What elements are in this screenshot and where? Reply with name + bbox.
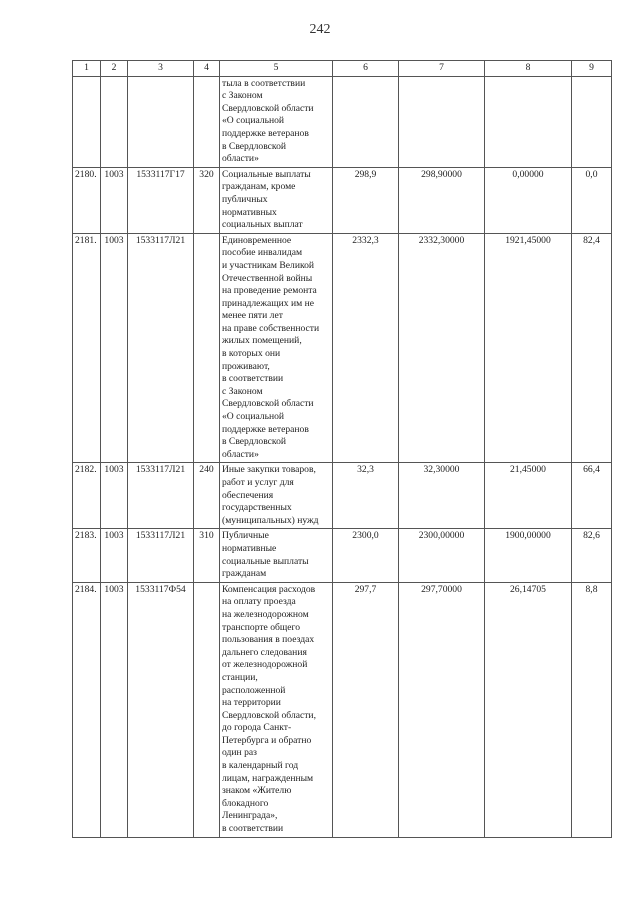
- value-col6: 2300,0: [333, 529, 399, 582]
- section-code: 1003: [101, 167, 128, 233]
- value-col9: 82,6: [572, 529, 612, 582]
- item-name: Компенсация расходов на оплату проезда на железнодорожном транспорте общего пользования в поездах дальнего следования от железнодорожной станции, расположенной на территории Свердловской области, до города Санкт- Петербурга и обратно один раз в календарный год лицам, награжденным знаком «Жителю блокадного Ленинграда», в соответствии: [220, 582, 333, 837]
- value-col6: 297,7: [333, 582, 399, 837]
- value-col7: 2332,30000: [399, 233, 485, 463]
- expense-type: 240: [194, 463, 220, 529]
- table-row: [73, 167, 612, 233]
- row-number: 2184.: [73, 582, 101, 837]
- value-col6: 32,3: [333, 463, 399, 529]
- value-col9: 82,4: [572, 233, 612, 463]
- value-col8: 26,14705: [485, 582, 572, 837]
- row-number: 2180.: [73, 167, 101, 233]
- value-col8: 1921,45000: [485, 233, 572, 463]
- expense-type: [194, 76, 220, 167]
- row-number: 2183.: [73, 529, 101, 582]
- value-col8: 21,45000: [485, 463, 572, 529]
- section-code: 1003: [101, 233, 128, 463]
- column-header: 9: [572, 61, 612, 77]
- section-code: [101, 76, 128, 167]
- value-col9: 8,8: [572, 582, 612, 837]
- column-header: 2: [101, 61, 128, 77]
- item-name: тыла в соответствии с Законом Свердловской области «О социальной поддержке ветеранов в Свердловской области»: [220, 76, 333, 167]
- column-header: 1: [73, 61, 101, 77]
- item-name: Единовременное пособие инвалидам и участникам Великой Отечественной войны на проведение ремонта принадлежащих им не менее пяти лет на праве собственности жилых помещений, в которых они проживают, в соответствии с Законом Свердловской области «О социальной поддержке ветеранов в Свердловской области»: [220, 233, 333, 463]
- expense-type: [194, 233, 220, 463]
- column-header: 7: [399, 61, 485, 77]
- row-number: 2182.: [73, 463, 101, 529]
- table-row: [73, 463, 612, 529]
- target-code: 1533117Л21: [128, 463, 194, 529]
- column-header: 6: [333, 61, 399, 77]
- table-header-row: [73, 61, 612, 77]
- section-code: 1003: [101, 529, 128, 582]
- target-code: [128, 76, 194, 167]
- item-name: Иные закупки товаров, работ и услуг для обеспечения государственных (муниципальных) нужд: [220, 463, 333, 529]
- column-header: 5: [220, 61, 333, 77]
- value-col6: [333, 76, 399, 167]
- table-row: [73, 233, 612, 463]
- table-row: [73, 582, 612, 837]
- budget-table: [72, 60, 612, 838]
- value-col7: 2300,00000: [399, 529, 485, 582]
- target-code: 1533117Л21: [128, 233, 194, 463]
- expense-type: 320: [194, 167, 220, 233]
- item-name: Социальные выплаты гражданам, кроме публичных нормативных социальных выплат: [220, 167, 333, 233]
- column-header: 3: [128, 61, 194, 77]
- target-code: 1533117Г17: [128, 167, 194, 233]
- value-col8: [485, 76, 572, 167]
- target-code: 1533117Л21: [128, 529, 194, 582]
- value-col8: 1900,00000: [485, 529, 572, 582]
- section-code: 1003: [101, 582, 128, 837]
- expense-type: [194, 582, 220, 837]
- page-number: 242: [309, 22, 331, 37]
- value-col9: 0,0: [572, 167, 612, 233]
- value-col7: 297,70000: [399, 582, 485, 837]
- row-number: [73, 76, 101, 167]
- column-header: 8: [485, 61, 572, 77]
- section-code: 1003: [101, 463, 128, 529]
- value-col7: [399, 76, 485, 167]
- value-col9: [572, 76, 612, 167]
- value-col7: 32,30000: [399, 463, 485, 529]
- expense-type: 310: [194, 529, 220, 582]
- table-row: [73, 76, 612, 167]
- value-col8: 0,00000: [485, 167, 572, 233]
- row-number: 2181.: [73, 233, 101, 463]
- target-code: 1533117Ф54: [128, 582, 194, 837]
- item-name: Публичные нормативные социальные выплаты гражданам: [220, 529, 333, 582]
- column-header: 4: [194, 61, 220, 77]
- value-col6: 298,9: [333, 167, 399, 233]
- value-col7: 298,90000: [399, 167, 485, 233]
- table-row: [73, 529, 612, 582]
- value-col6: 2332,3: [333, 233, 399, 463]
- value-col9: 66,4: [572, 463, 612, 529]
